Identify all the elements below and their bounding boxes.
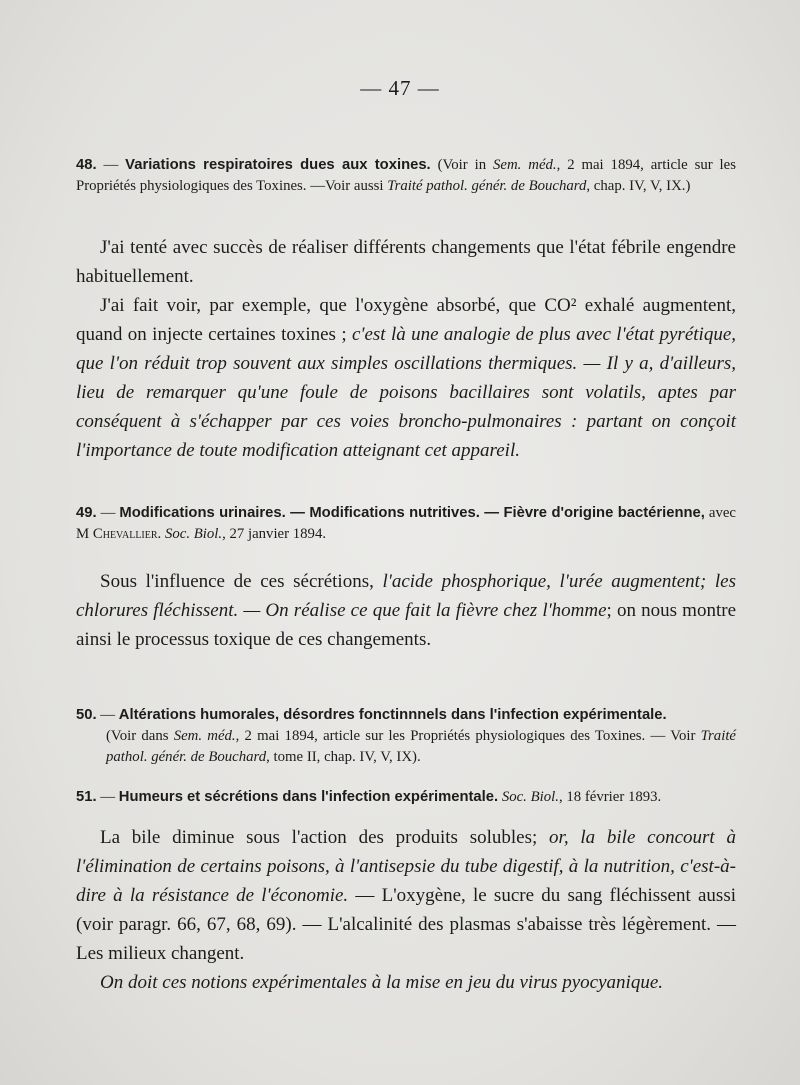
entry-number: 51.	[76, 789, 97, 805]
entry-number: 50.	[76, 707, 97, 723]
entry-number: 48.	[76, 157, 97, 173]
entry-title: Variations respiratoires dues aux toxines.	[125, 157, 431, 173]
entry-reference: (Voir dans Sem. méd., 2 mai 1894, article sur les Propriétés physiologiques des Toxines. — Voir Traité pathol. génér. de Bouchard, tome II, chap. IV, V, IX).	[106, 728, 736, 765]
entry-51-body	[76, 823, 736, 997]
paragraph: La bile diminue sous l'action des produits solubles; or, la bile concourt à l'élimination de certains poisons, à l'antisepsie du tube digestif, à la nutrition, c'est-à-dire à la résistance de l'économie. — L'oxygène, le sucre du sang fléchissent aussi (voir paragr. 66, 67, 68, 69). — L'alcalinité des plasmas s'abaisse très légèrement. — Les milieux changent.	[76, 827, 736, 964]
entry-title: Humeurs et sécrétions dans l'infection expérimentale.	[118, 789, 499, 805]
paragraph: Sous l'influence de ces sécrétions, l'acide phosphorique, l'urée augmentent; les chlorures fléchissent. — On réalise ce que fait la fièvre chez l'homme; on nous montre ainsi le processus toxique de ces changements.	[76, 571, 737, 650]
author-name: Chevallier	[92, 526, 158, 542]
entry-48	[76, 155, 736, 197]
entry-51-heading: 51. — Humeurs et sécrétions dans l'infection expérimentale. Soc. Biol., 18 février 1893.	[76, 789, 662, 805]
paragraph: J'ai tenté avec succès de réaliser différents changements que l'état fébrile engendre habituellement.	[76, 237, 736, 287]
page-number: — 47 —	[360, 76, 440, 100]
entry-50-heading: 50. — Altérations humorales, désordres fonctinnnels dans l'infection expérimentale. (Voir dans Sem. méd., 2 mai 1894, article sur les Propriétés physiologiques des Toxines. — Voir Traité pathol. génér. de Bouchard, tome II, chap. IV, V, IX).	[76, 705, 736, 768]
paragraph: J'ai fait voir, par exemple, que l'oxygène absorbé, que CO² exhalé augmentent, quand on injecte certaines toxines ; c'est là une analogie de plus avec l'état pyrétique, que l'on réduit trop souvent aux simples oscillations thermiques. — Il y a, d'ailleurs, lieu de remarquer qu'une foule de poisons bacillaires sont volatils, aptes par conséquent à s'échapper par ces voies broncho-pulmonaires : partant on conçoit l'importance de toute modification atteignant cet appareil.	[76, 295, 737, 461]
entry-48-heading: 48. — Variations respiratoires dues aux toxines. (Voir in Sem. méd., 2 mai 1894, article sur les Propriétés physiologiques des Toxines. —Voir aussi Traité pathol. génér. de Bouchard, chap. IV, V, IX.)	[76, 157, 736, 194]
entry-49-body	[76, 567, 736, 654]
entry-48-body	[76, 233, 736, 465]
entry-reference: avec M Chevallier. Soc. Biol., 27 janvier 1894.	[76, 505, 737, 542]
entry-title: Altérations humorales, désordres fonctinnnels dans l'infection expérimentale.	[118, 707, 667, 723]
entry-title: Modifications urinaires. — Modifications nutritives. — Fièvre d'origine bactérienne,	[119, 505, 705, 521]
entry-number: 49.	[76, 505, 97, 521]
paragraph: On doit ces notions expérimentales à la mise en jeu du virus pyocyanique.	[100, 972, 664, 993]
entry-reference: (Voir in Sem. méd., 2 mai 1894, article sur les Propriétés physiologiques des Toxines. —Voir aussi Traité pathol. génér. de Bouchard, chap. IV, V, IX.)	[76, 157, 736, 194]
entry-49	[76, 503, 736, 545]
entry-reference: Soc. Biol., 18 février 1893.	[501, 789, 662, 805]
entry-50	[76, 705, 736, 768]
entry-49-heading: 49. — Modifications urinaires. — Modifications nutritives. — Fièvre d'origine bactérienne, avec M Chevallier. Soc. Biol., 27 janvier 1894.	[76, 505, 737, 542]
entry-51	[76, 787, 736, 808]
